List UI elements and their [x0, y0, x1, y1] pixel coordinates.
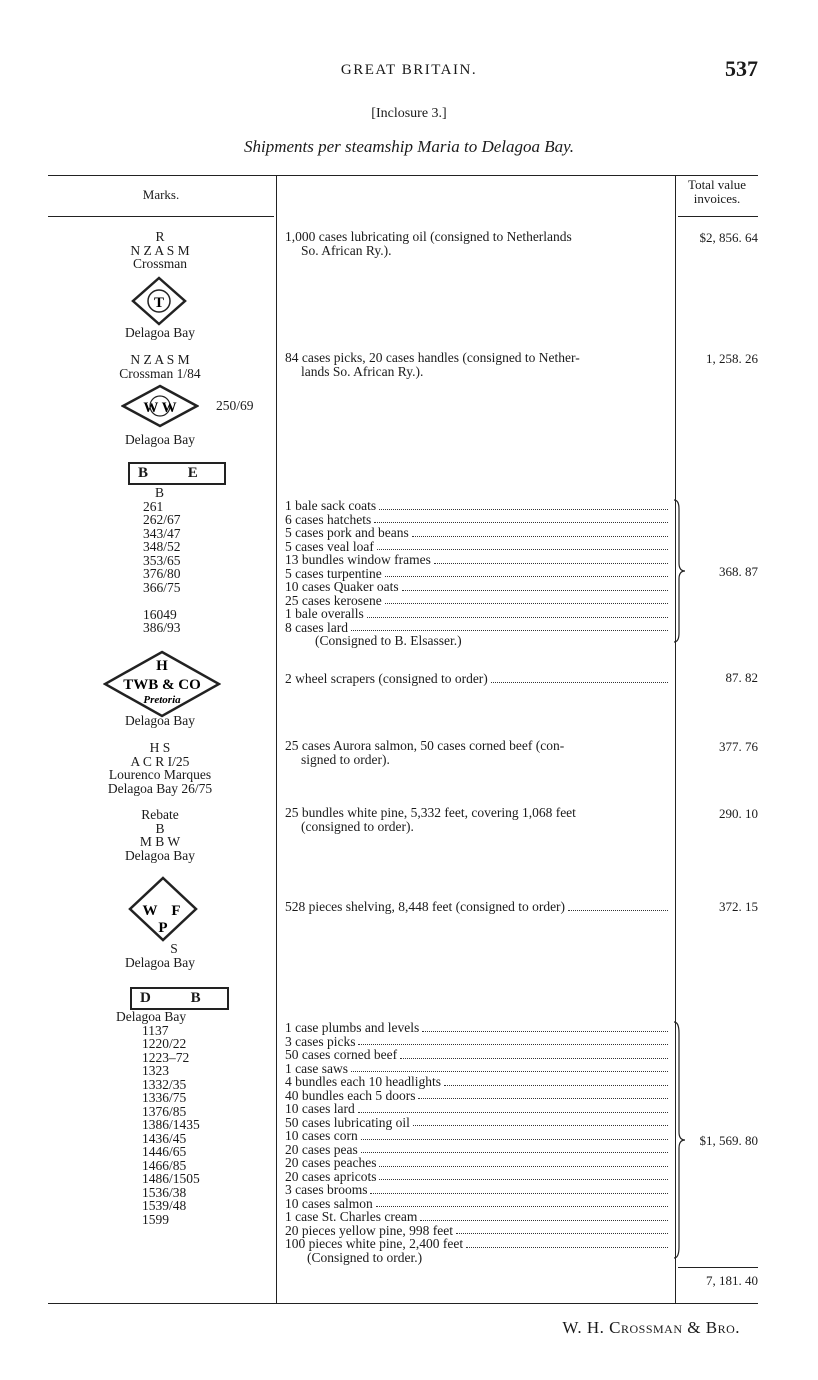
table-caption: Shipments per steamship Maria to Delagoa Bay. — [243, 137, 575, 156]
diamond-letters: W W — [143, 400, 177, 416]
item-row: 1 case plumbs and levels — [285, 1021, 670, 1035]
entry-2-marks — [45, 353, 275, 380]
item-row: 1 bale overalls — [285, 607, 670, 621]
entry-5-marks — [45, 741, 275, 795]
signature: W. H. Crossman & Bro. — [562, 1318, 740, 1337]
item-row: 20 pieces yellow pine, 998 feet — [285, 1224, 670, 1238]
description-line: lands So. African Ry.). — [301, 363, 424, 379]
entry-5-description — [285, 739, 670, 766]
diamond-mark-twb — [103, 650, 221, 718]
item-row: 20 cases apricots — [285, 1170, 670, 1184]
entry-7-value: 372. 15 — [719, 899, 758, 914]
entry-3-value: 368. 87 — [719, 564, 758, 579]
item-row: 528 pieces shelving, 8,448 feet (consigned to order) — [285, 900, 670, 914]
mark-line: 348/52 — [143, 539, 181, 554]
description-line: So. African Ry.). — [301, 242, 392, 258]
mark-line: 353/65 — [143, 552, 181, 568]
item-row: 20 cases peaches — [285, 1156, 670, 1170]
marks-column-header: Marks. — [142, 187, 180, 202]
mark-line: N Z A S M — [130, 352, 190, 367]
diamond-right-letter: F — [171, 903, 181, 919]
box-letters: B E — [128, 462, 226, 485]
mark-line: 1466/85 — [142, 1157, 187, 1173]
grand-total: 7, 181. 40 — [706, 1273, 758, 1288]
entry-6-marks — [45, 808, 275, 862]
entry-3-brace — [673, 499, 687, 643]
mark-line: B — [155, 485, 165, 500]
diamond-mark-t — [131, 276, 187, 326]
mark-line: Delagoa Bay — [124, 954, 196, 970]
inclosure-label: [Inclosure 3.] — [371, 106, 447, 121]
entry-6-value: 290. 10 — [719, 806, 758, 821]
consignment-note: (Consigned to B. Elsasser.) — [315, 633, 462, 648]
mark-spacer — [143, 594, 203, 608]
diamond-middle-text: TWB & CO — [123, 677, 201, 693]
entry-3-box-mark — [128, 462, 226, 485]
item-row: 50 cases lubricating oil — [285, 1116, 670, 1130]
item-row: 10 cases Quaker oats — [285, 580, 670, 594]
table-top-rule — [48, 175, 758, 176]
diamond-mark-wfp — [128, 876, 198, 942]
mark-line: 1446/65 — [142, 1144, 187, 1159]
mark-line: Crossman 1/84 — [119, 365, 201, 381]
item-row: 5 cases turpentine — [285, 567, 670, 581]
mark-line: 1332/35 — [142, 1076, 187, 1092]
mark-line: 376/80 — [143, 566, 181, 581]
item-row: 50 cases corned beef — [285, 1048, 670, 1062]
running-header-title: GREAT BRITAIN. — [340, 62, 478, 78]
entry-8-items — [285, 1021, 670, 1264]
item-row: 100 pieces white pine, 2,400 feet — [285, 1237, 670, 1251]
mark-line: 16049 — [143, 606, 177, 622]
mark-line: Rebate — [141, 807, 179, 822]
item-row: 10 cases salmon — [285, 1197, 670, 1211]
item-row: 10 cases corn — [285, 1129, 670, 1143]
mark-line: 1536/38 — [142, 1184, 187, 1200]
entry-8-value: $1, 569. 80 — [699, 1133, 758, 1148]
mark-line: Delagoa Bay — [124, 847, 196, 863]
mark-line: 1539/48 — [142, 1198, 187, 1213]
page-number: 537 — [725, 56, 758, 81]
entry-5-value: 377. 76 — [719, 739, 758, 754]
item-row: 13 bundles window frames — [285, 553, 670, 567]
item-row: 2 wheel scrapers (consigned to order) — [285, 672, 670, 686]
entry-1-marks — [45, 230, 275, 271]
mark-line: 1599 — [142, 1211, 169, 1227]
item-row: 6 cases hatchets — [285, 513, 670, 527]
mark-line: 1436/45 — [142, 1130, 187, 1146]
diamond-bottom-text: Pretoria — [143, 694, 181, 706]
mark-line: Delagoa Bay 26/75 — [107, 780, 213, 796]
entry-1-marks-after: Delagoa Bay — [124, 325, 196, 340]
description-line: (consigned to order). — [301, 818, 414, 834]
item-row: 20 cases peas — [285, 1143, 670, 1157]
entry-7-items — [285, 900, 670, 914]
entry-1-value: $2, 856. 64 — [699, 230, 758, 245]
value-column-header-line2: invoices. — [693, 191, 741, 206]
diamond-top-letter: H — [156, 658, 168, 674]
entry-1-description — [285, 230, 670, 257]
mark-line: R — [155, 229, 165, 244]
mark-line: 343/47 — [143, 525, 181, 541]
mark-line: 1323 — [142, 1063, 169, 1078]
consignment-note: (Consigned to order.) — [307, 1249, 423, 1265]
mark-line: B — [155, 820, 165, 836]
diamond-bottom-letter: P — [158, 920, 168, 936]
item-row: 4 bundles each 10 headlights — [285, 1075, 670, 1089]
column-divider-left — [276, 175, 277, 1303]
mark-line: 1376/85 — [142, 1103, 187, 1119]
item-row: 5 cases pork and beans — [285, 526, 670, 540]
box-letters: D B — [130, 987, 229, 1010]
entry-8-box-mark — [130, 987, 229, 1010]
item-row: 5 cases veal loaf — [285, 540, 670, 554]
mark-line: H S — [149, 740, 171, 755]
item-row: 1 case saws — [285, 1062, 670, 1076]
value-column-header-line1: Total value — [688, 177, 746, 192]
description-line: 25 cases Aurora salmon, 50 cases corned beef (con- — [285, 738, 565, 753]
mark-line: 1137 — [142, 1022, 169, 1038]
marks-header-rule — [48, 216, 274, 217]
item-row: 8 cases lard — [285, 621, 670, 635]
entry-4-items — [285, 672, 670, 686]
entry-4-value: 87. 82 — [725, 670, 758, 685]
description-line: 84 cases picks, 20 cases handles (consigned to Nether- — [285, 350, 580, 365]
item-row: 10 cases lard — [285, 1102, 670, 1116]
mark-line: 1486/1505 — [142, 1171, 200, 1186]
mark-line: Lourenco Marques — [108, 767, 212, 782]
mark-line: S — [170, 941, 178, 956]
item-row: 25 cases kerosene — [285, 594, 670, 608]
mark-line: Crossman — [133, 256, 187, 271]
entry-7-marks-after — [45, 942, 275, 969]
mark-line: A C R I/25 — [130, 753, 190, 769]
mark-line: 261 — [143, 498, 164, 514]
mark-line: 386/93 — [143, 620, 181, 635]
mark-line: Delagoa Bay — [116, 1009, 187, 1024]
entry-2-value: 1, 258. 26 — [706, 351, 758, 366]
item-row: 40 bundles each 5 doors — [285, 1089, 670, 1103]
item-row: 1 case St. Charles cream — [285, 1210, 670, 1224]
entry-8-marks — [116, 1010, 226, 1226]
item-row: 3 cases brooms — [285, 1183, 670, 1197]
mark-line: M B W — [139, 834, 181, 849]
description-line: 1,000 cases lubricating oil (consigned to Netherlands — [285, 229, 572, 244]
entry-6-description — [285, 806, 670, 833]
table-bottom-rule — [48, 1303, 758, 1304]
diamond-letter: T — [153, 295, 165, 311]
mark-line: 262/67 — [143, 512, 181, 527]
mark-line: N Z A S M — [130, 242, 190, 258]
mark-line: 1220/22 — [142, 1036, 187, 1051]
item-row: 1 bale sack coats — [285, 499, 670, 513]
mark-line: 1386/1435 — [142, 1117, 200, 1132]
entry-8-brace — [673, 1021, 687, 1259]
total-rule — [678, 1267, 758, 1268]
entry-4-marks-after: Delagoa Bay — [124, 713, 196, 728]
mark-line: 366/75 — [143, 579, 181, 595]
mark-line: 1336/75 — [142, 1090, 187, 1105]
entry-3-marks — [143, 486, 203, 635]
value-header-rule — [678, 216, 758, 217]
item-row: 3 cases picks — [285, 1035, 670, 1049]
mark-line: 1223–72 — [142, 1049, 190, 1065]
diamond-mark-ww — [121, 384, 199, 428]
entry-2-side-text: 250/69 — [216, 398, 254, 413]
description-line: signed to order). — [301, 751, 390, 767]
entry-2-marks-after: Delagoa Bay — [124, 432, 196, 447]
entry-3-items — [285, 499, 670, 648]
entry-2-description — [285, 351, 670, 378]
description-line: 25 bundles white pine, 5,332 feet, covering 1,068 feet — [285, 805, 576, 820]
diamond-left-letter: W — [142, 903, 158, 919]
